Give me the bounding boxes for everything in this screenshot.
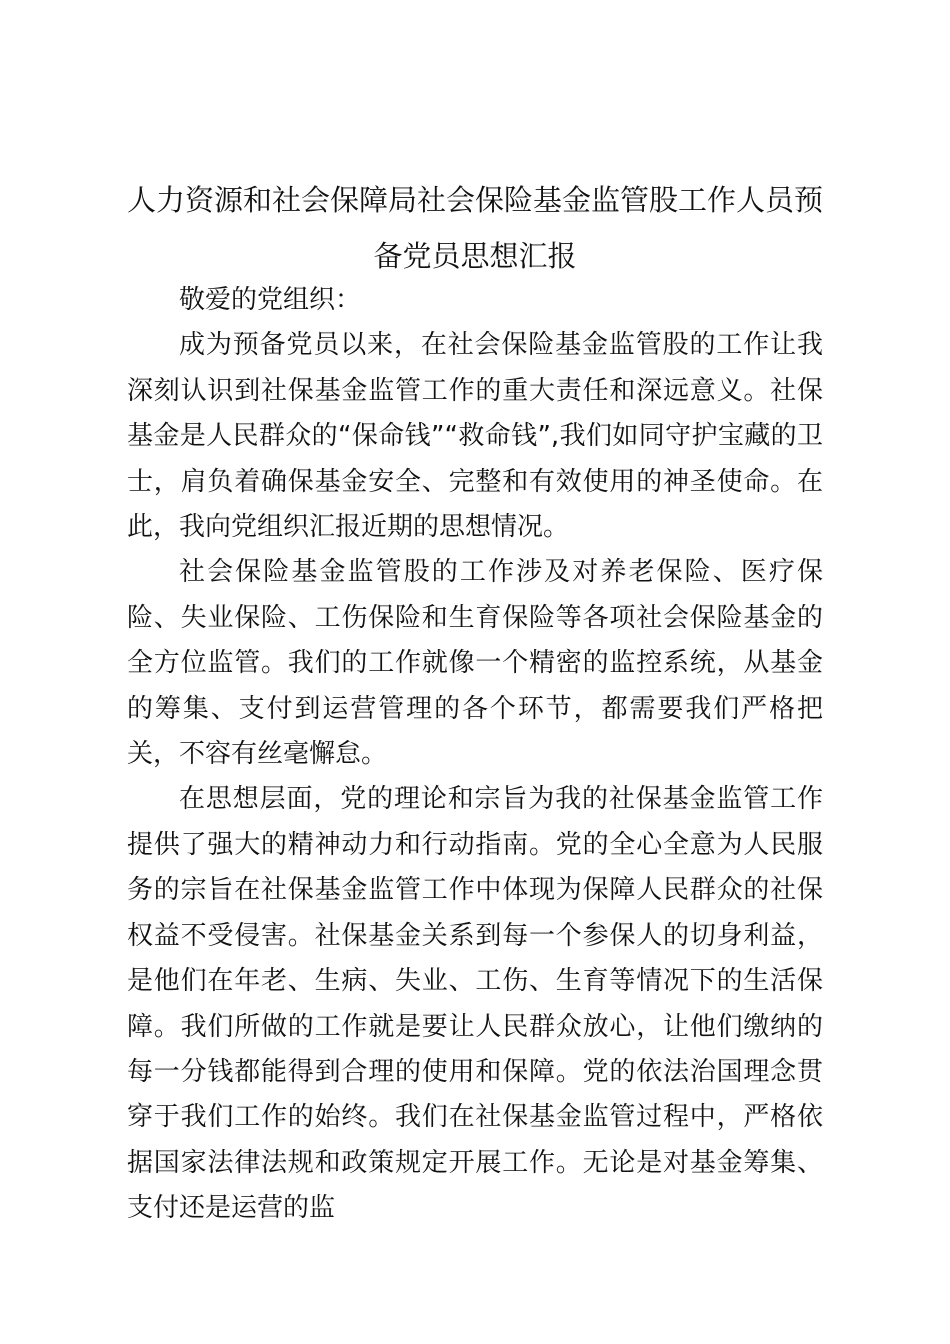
document-title: 人力资源和社会保障局社会保险基金监管股工作人员预备党员思想汇报 xyxy=(126,183,823,273)
paragraph: 成为预备党员以来，在社会保险基金监管股的工作让我深刻认识到社保基金监管工作的重大责任和深远意义。社保基金是人民群众的“保命钱”“救命钱”,我们如同守护宝藏的卫士，肩负着确保基金安全、完整和有效使用的神圣使命。在此，我向党组织汇报近期的思想情况。 xyxy=(127,330,823,543)
paragraph: 社会保险基金监管股的工作涉及对养老保险、医疗保险、失业保险、工伤保险和生育保险等各项社会保险基金的全方位监管。我们的工作就像一个精密的监控系统，从基金的筹集、支付到运营管理的各个环节，都需要我们严格把关，不容有丝毫懈怠。 xyxy=(127,557,823,770)
document-body xyxy=(127,278,823,1232)
paragraph: 在思想层面，党的理论和宗旨为我的社保基金监管工作提供了强大的精神动力和行动指南。党的全心全意为人民服务的宗旨在社保基金监管工作中体现为保障人民群众的社保权益不受侵害。社保基金关系到每一个参保人的切身利益，是他们在年老、生病、失业、工伤、生育等情况下的生活保障。我们所做的工作就是要让人民群众放心，让他们缴纳的每一分钱都能得到合理的使用和保障。党的依法治国理念贯穿于我们工作的始终。我们在社保基金监管过程中，严格依据国家法律法规和政策规定开展工作。无论是对基金筹集、支付还是运营的监 xyxy=(127,784,823,1224)
salutation: 敬爱的党组织： xyxy=(179,285,362,315)
